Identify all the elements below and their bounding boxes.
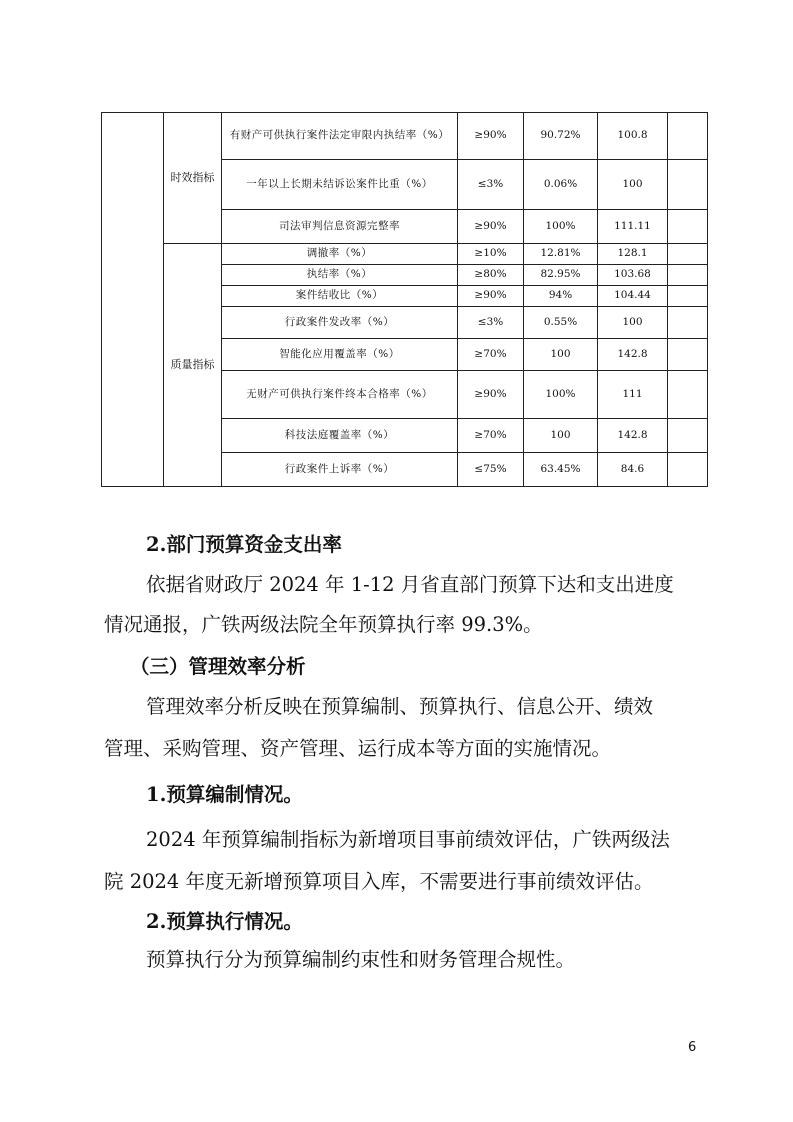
table-row [102, 113, 708, 160]
indicator-name: 司法审判信息资源完整率 [222, 210, 458, 244]
indicator-actual: 100% [524, 210, 598, 244]
paragraph-line: 管理、采购管理、资产管理、运行成本等方面的实施情况。 [104, 737, 612, 760]
indicator-note [668, 371, 708, 419]
section-heading-management-efficiency: （三）管理效率分析 [130, 655, 306, 678]
performance-indicator-table [101, 112, 708, 487]
indicator-target: ≤3% [458, 307, 524, 339]
indicator-target: ≥70% [458, 339, 524, 371]
indicator-target: ≥10% [458, 244, 524, 265]
indicator-note [668, 210, 708, 244]
paragraph-line: 2024 年预算编制指标为新增项目事前绩效评估，广铁两级法 [146, 828, 670, 851]
indicator-actual: 100 [524, 419, 598, 453]
category-time: 时效指标 [164, 113, 222, 244]
indicator-note [668, 244, 708, 265]
indicator-note [668, 419, 708, 453]
page-number: 6 [688, 1040, 697, 1055]
indicator-actual: 0.55% [524, 307, 598, 339]
indicator-target: ≥90% [458, 371, 524, 419]
indicator-target: ≥90% [458, 210, 524, 244]
indicator-actual: 90.72% [524, 113, 598, 160]
paragraph-line: 情况通报，广铁两级法院全年预算执行率 99.3%。 [104, 613, 543, 636]
paragraph-line: 依据省财政厅 2024 年 1-12 月省直部门预算下达和支出进度 [146, 573, 674, 596]
indicator-target: ≥90% [458, 113, 524, 160]
indicator-note [668, 113, 708, 160]
indicator-actual: 12.81% [524, 244, 598, 265]
indicator-target: ≥80% [458, 265, 524, 286]
indicator-name: 案件结收比（%） [222, 286, 458, 307]
indicator-actual: 100 [524, 339, 598, 371]
indicator-score: 104.44 [598, 286, 668, 307]
indicator-score: 100 [598, 160, 668, 210]
indicator-note [668, 286, 708, 307]
indicator-name: 调撤率（%） [222, 244, 458, 265]
indicator-score: 142.8 [598, 339, 668, 371]
indicator-name: 无财产可供执行案件终本合格率（%） [222, 371, 458, 419]
category-quality: 质量指标 [164, 244, 222, 487]
section-heading-budget-preparation: 1.预算编制情况。 [146, 783, 303, 806]
indicator-actual: 100% [524, 371, 598, 419]
indicator-score: 111.11 [598, 210, 668, 244]
indicator-actual: 0.06% [524, 160, 598, 210]
indicator-name: 执结率（%） [222, 265, 458, 286]
indicator-score: 128.1 [598, 244, 668, 265]
paragraph-line: 管理效率分析反映在预算编制、预算执行、信息公开、绩效 [146, 695, 654, 718]
paragraph-line: 院 2024 年度无新增预算项目入库，不需要进行事前绩效评估。 [104, 870, 654, 893]
section-heading-expenditure-rate: 2.部门预算资金支出率 [146, 533, 342, 556]
level1-indicator-cell [102, 113, 164, 487]
indicator-name: 行政案件上诉率（%） [222, 453, 458, 487]
section-heading-budget-execution: 2.预算执行情况。 [146, 910, 303, 933]
indicator-note [668, 307, 708, 339]
indicator-actual: 94% [524, 286, 598, 307]
indicator-target: ≥70% [458, 419, 524, 453]
indicator-target: ≥90% [458, 286, 524, 307]
indicator-target: ≤3% [458, 160, 524, 210]
indicator-actual: 82.95% [524, 265, 598, 286]
indicator-name: 一年以上长期未结诉讼案件比重（%） [222, 160, 458, 210]
paragraph-line: 预算执行分为预算编制约束性和财务管理合规性。 [146, 948, 576, 971]
indicator-score: 84.6 [598, 453, 668, 487]
indicator-name: 行政案件发改率（%） [222, 307, 458, 339]
table-row [102, 244, 708, 265]
indicator-note [668, 160, 708, 210]
indicator-score: 103.68 [598, 265, 668, 286]
indicator-target: ≤75% [458, 453, 524, 487]
indicator-name: 科技法庭覆盖率（%） [222, 419, 458, 453]
indicator-note [668, 339, 708, 371]
indicator-name: 智能化应用覆盖率（%） [222, 339, 458, 371]
indicator-actual: 63.45% [524, 453, 598, 487]
indicator-note [668, 453, 708, 487]
indicator-score: 142.8 [598, 419, 668, 453]
indicator-score: 111 [598, 371, 668, 419]
indicator-score: 100.8 [598, 113, 668, 160]
indicator-name: 有财产可供执行案件法定审限内执结率（%） [222, 113, 458, 160]
indicator-score: 100 [598, 307, 668, 339]
indicator-note [668, 265, 708, 286]
